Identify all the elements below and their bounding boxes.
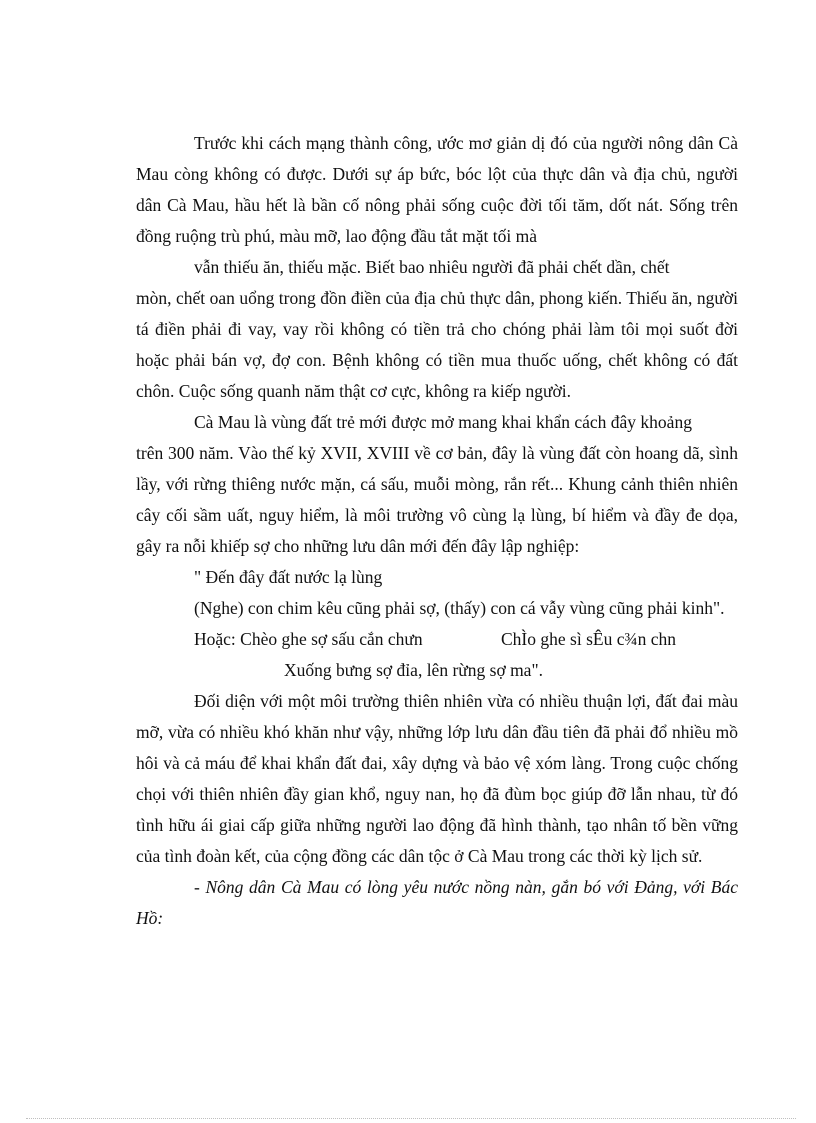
section-heading-italic: - Nông dân Cà Mau có lòng yêu nước nồng nàn, gắn bó với Đảng, với Bác Hồ: xyxy=(136,877,738,928)
paragraph-2 xyxy=(136,252,738,407)
paragraph-2-first-line: vẫn thiếu ăn, thiếu mặc. Biết bao nhiêu người đã phải chết dần, chết xyxy=(194,257,670,277)
paragraph-2-body: mòn, chết oan uổng trong đồn điền của địa chủ thực dân, phong kiến. Thiếu ăn, người tá điền phải đi vay, vay rồi không có tiền trả cho chóng phải làm tôi mọi suốt đời hoặc phải bán vợ, đợ con. Bệnh không có tiền mua thuốc uống, chết không có đất chôn. Cuộc sống quanh năm thật cơ cực, không ra kiếp người. xyxy=(136,288,738,401)
verse-line-3-left: Hoặc: Chèo ghe sợ sấu cắn chưn xyxy=(194,629,423,649)
verse-line-2: (Nghe) con chim kêu cũng phải sợ, (thấy) con cá vẫy vùng cũng phải kinh". xyxy=(194,598,725,618)
paragraph-3-body: trên 300 năm. Vào thế kỷ XVII, XVIII về cơ bản, đây là vùng đất còn hoang dã, sình lầy, với rừng thiêng nước mặn, cá sấu, muỗi mòng, rắn rết... Khung cảnh thiên nhiên cây cối sầm uất, nguy hiểm, là môi trường vô cùng lạ lùng, bí hiểm và đầy đe dọa, gây ra nỗi khiếp sợ cho những lưu dân mới đến đây lập nghiệp: xyxy=(136,443,738,556)
document-page xyxy=(136,128,738,934)
paragraph-3-first-line: Cà Mau là vùng đất trẻ mới được mở mang khai khẩn cách đây khoảng xyxy=(194,412,692,432)
verse-line-4: Xuống bưng sợ đỉa, lên rừng sợ ma". xyxy=(284,660,543,680)
paragraph-1: Trước khi cách mạng thành công, ước mơ giản dị đó của người nông dân Cà Mau còng không có được. Dưới sự áp bức, bóc lột của thực dân và địa chủ, người dân Cà Mau, hầu hết là bần cố nông phải sống cuộc đời tối tăm, dốt nát. Sống trên đồng ruộng trù phú, màu mỡ, lao động đầu tắt mặt tối mà xyxy=(136,133,738,246)
verse-line-3-right: ChÌo ghe sì sÊu c¾n chn xyxy=(501,629,676,649)
paragraph-3 xyxy=(136,407,738,562)
paragraph-4: Đối diện với một môi trường thiên nhiên vừa có nhiều thuận lợi, đất đai màu mỡ, vừa có nhiều khó khăn như vậy, những lớp lưu dân đầu tiên đã phải đổ nhiều mồ hôi và cả máu để khai khẩn đất đai, xây dựng và bảo vệ xóm làng. Trong cuộc chống chọi với thiên nhiên đầy gian khổ, nguy nan, họ đã đùm bọc giúp đỡ lẫn nhau, từ đó tình hữu ái giai cấp giữa những người lao động đã hình thành, tạo nhân tố bền vững của tình đoàn kết, của cộng đồng các dân tộc ở Cà Mau trong các thời kỳ lịch sử. xyxy=(136,691,738,866)
verse-line-1: " Đến đây đất nước lạ lùng xyxy=(194,567,383,587)
page-footer-divider xyxy=(26,1118,796,1119)
verse-line-3 xyxy=(136,624,738,655)
